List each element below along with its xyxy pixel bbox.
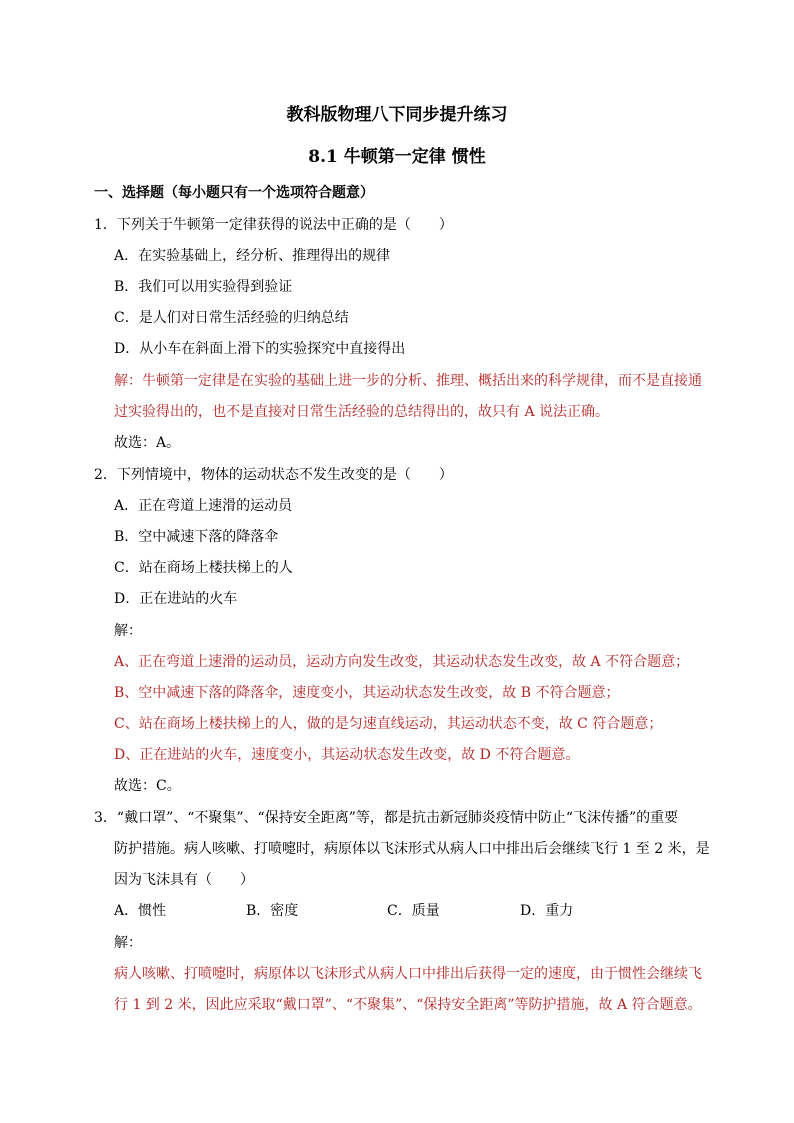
question-3-stem-line-1: 3．“戴口罩”、“不聚集”、“保持安全距离”等，都是抗击新冠肺炎疫情中防止“飞沫传播”的重要 [94,810,679,826]
question-3-option-b: B．密度 [246,903,299,919]
question-2-answer: 故选：C。 [114,778,181,794]
question-1-option-b: B．我们可以用实验得到验证 [114,279,293,295]
question-2-solution-line-a: A、正在弯道上速滑的运动员，运动方向发生改变，其运动状态发生改变，故 A 不符合题意； [114,654,690,670]
question-2-option-c: C．站在商场上楼扶梯上的人 [114,560,293,576]
question-3-solution-line-2: 行 1 到 2 米，因此应采取“戴口罩”、“不聚集”、“保持安全距离”等防护措施，故 A 符合题意。 [114,997,702,1013]
question-2-option-a: A．正在弯道上速滑的运动员 [114,498,293,514]
question-3-solution-label: 解： [114,935,142,951]
question-3-solution-line-1: 病人咳嗽、打喷嚏时，病原体以飞沫形式从病人口中排出后获得一定的速度，由于惯性会继续飞 [114,966,702,982]
question-1-solution-line-1: 解：牛顿第一定律是在实验的基础上进一步的分析、推理、概括出来的科学规律，而不是直接通 [114,373,702,389]
question-3-stem-line-3: 因为飞沫具有（ ） [114,872,254,888]
document-title: 教科版物理八下同步提升练习 [286,105,508,125]
question-1-option-d: D．从小车在斜面上滑下的实验探究中直接得出 [114,341,406,357]
question-1-option-a: A．在实验基础上，经分析、推理得出的规律 [114,248,391,264]
question-2-option-d: D．正在进站的火车 [114,591,238,607]
question-2-solution-line-c: C、站在商场上楼扶梯上的人，做的是匀速直线运动，其运动状态不变，故 C 符合题意； [114,716,663,732]
question-3-option-d: D．重力 [520,903,574,919]
question-1-stem: 1．下列关于牛顿第一定律获得的说法中正确的是（ ） [94,217,453,233]
question-3-option-a: A．惯性 [114,903,167,919]
question-3-stem-line-2: 防护措施。病人咳嗽、打喷嚏时，病原体以飞沫形式从病人口中排出后会继续飞行 1 至 2 米，是 [114,841,710,857]
document-subtitle: 8.1 牛顿第一定律 惯性 [308,147,486,167]
question-2-solution-line-b: B、空中减速下落的降落伞，速度变小，其运动状态发生改变，故 B 不符合题意； [114,685,620,701]
question-1-option-c: C．是人们对日常生活经验的归纳总结 [114,310,349,326]
question-2-solution-line-d: D、正在进站的火车，速度变小，其运动状态发生改变，故 D 不符合题意。 [114,747,580,763]
question-2-stem: 2．下列情境中，物体的运动状态不发生改变的是（ ） [94,467,453,483]
question-1-solution-line-2: 过实验得出的，也不是直接对日常生活经验的总结得出的，故只有 A 说法正确。 [114,404,610,420]
section-heading: 一、选择题（每小题只有一个选项符合题意） [94,185,374,201]
question-2-option-b: B．空中减速下落的降落伞 [114,529,279,545]
question-1-answer: 故选：A。 [114,435,181,451]
question-2-solution-label: 解： [114,623,142,639]
question-3-option-c: C．质量 [387,903,440,919]
